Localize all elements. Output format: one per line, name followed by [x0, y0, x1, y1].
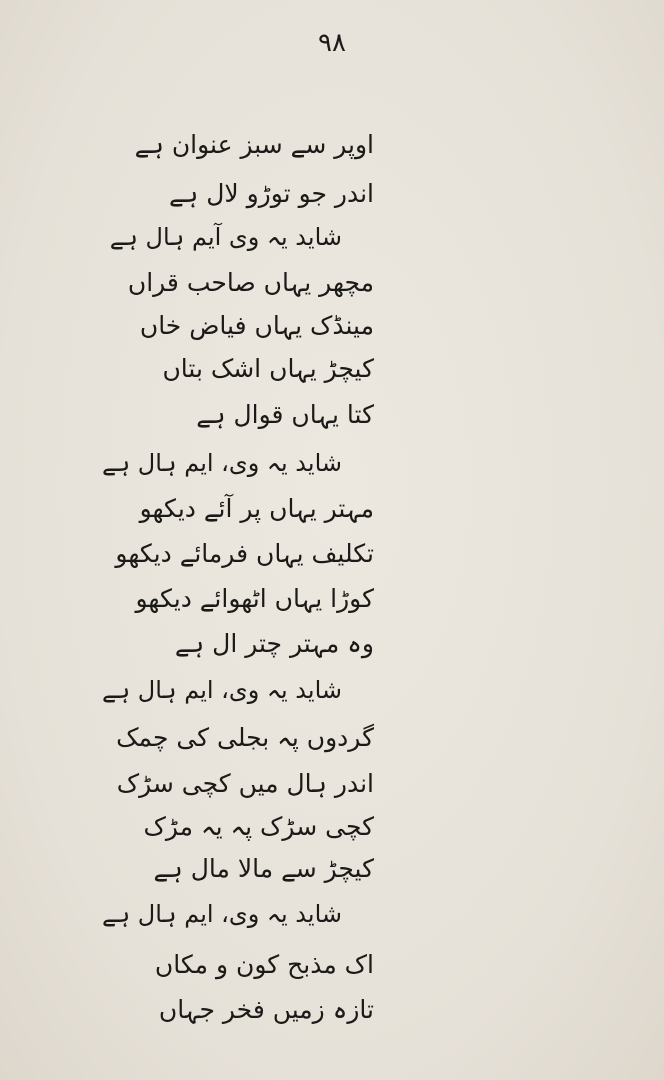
- verse-line: اوپر سے سبز عنوان ہے: [134, 130, 374, 159]
- verse-line: اندر ہال میں کچی سڑک: [116, 769, 374, 798]
- refrain-line: شاید یہ وی، ایم ہال ہے: [102, 900, 342, 928]
- verse-line: اندر جو توڑو لال ہے: [169, 179, 374, 208]
- verse-line: کوڑا یہاں اٹھوائے دیکھو: [135, 584, 374, 613]
- refrain-line: شاید یہ وی، ایم ہال ہے: [102, 676, 342, 704]
- verse-line: مچھر یہاں صاحب قراں: [127, 268, 374, 297]
- verse-line: گردوں پہ بجلی کی چمک: [116, 723, 374, 752]
- refrain-line: شاید یہ وی آیم ہال ہے: [109, 223, 342, 251]
- verse-line: وہ مہتر چتر ال ہے: [174, 629, 374, 658]
- verse-line: تکلیف یہاں فرمائے دیکھو: [115, 539, 374, 568]
- verse-line: کیچڑ سے مالا مال ہے: [153, 854, 374, 883]
- verse-line: مہتر یہاں پر آئے دیکھو: [139, 494, 374, 523]
- page-number: ۹۸: [318, 28, 346, 58]
- verse-line: اک مذبح کون و مکاں: [154, 950, 374, 979]
- verse-line: تازہ زمیں فخر جہاں: [158, 995, 374, 1024]
- verse-line: کتا یہاں قوال ہے: [196, 400, 374, 429]
- verse-line: کیچڑ یہاں اشک بتاں: [162, 354, 374, 383]
- verse-line: کچی سڑک پہ یہ مڑک: [143, 812, 374, 841]
- verse-line: مینڈک یہاں فیاض خاں: [139, 311, 374, 340]
- refrain-line: شاید یہ وی، ایم ہال ہے: [102, 449, 342, 477]
